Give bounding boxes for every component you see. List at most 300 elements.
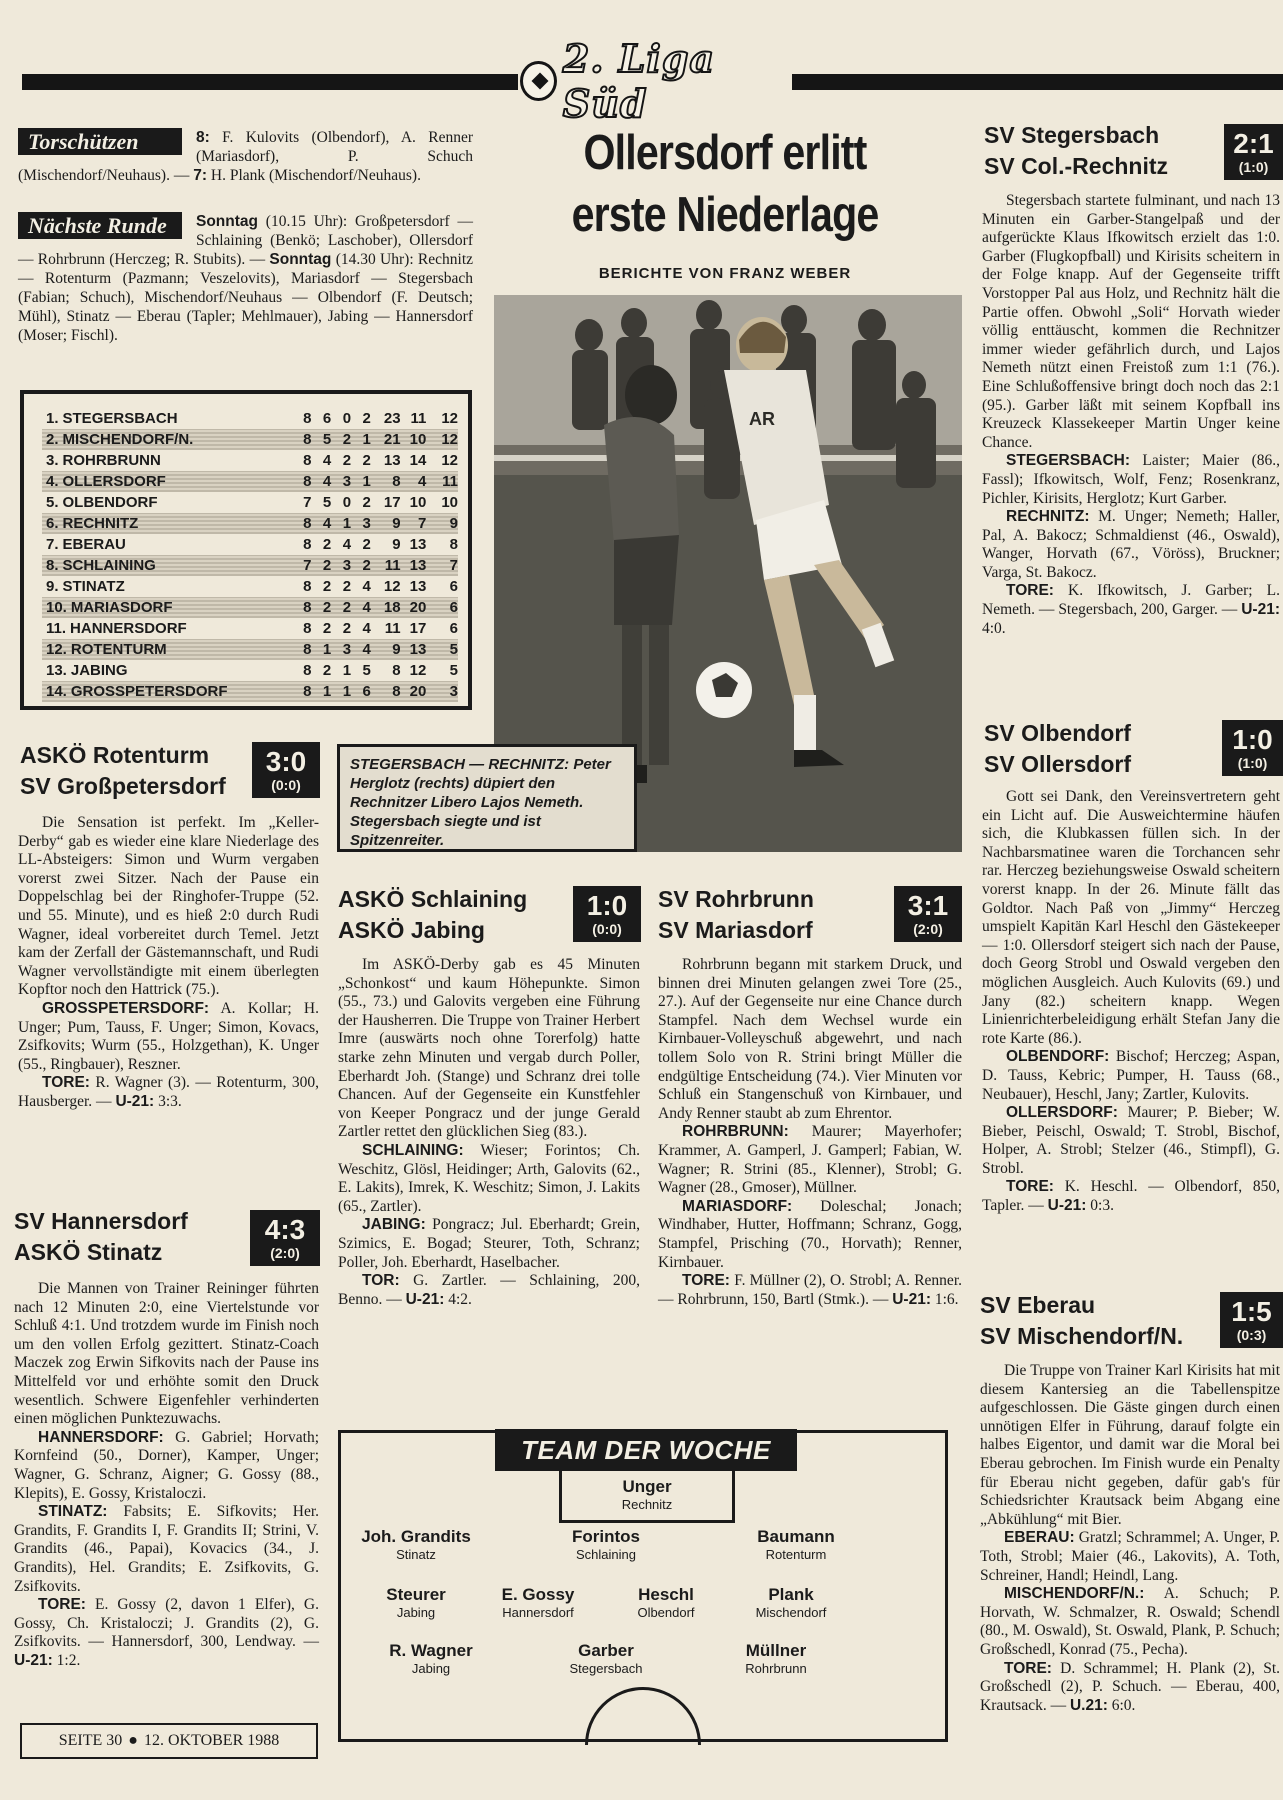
match-stegersbach-score-full: 2:1 bbox=[1233, 128, 1274, 159]
match-eberau-u21-label: U.21: bbox=[1069, 1696, 1108, 1714]
table-cell-pos: 5. bbox=[46, 494, 59, 511]
table-cell-pos: 9. bbox=[46, 578, 59, 595]
table-cell-points: 12 bbox=[441, 410, 459, 427]
match-stegersbach-team2-label: RECHNITZ: bbox=[1006, 508, 1090, 526]
match-hannersdorf-team2: Fabsits; E. Sifkovits; Her. Grandits, F. Grandits I, F. Grandits II; Strini, V. Grandits (46., Papai), Kovacics (34., J. Grandits), Hel. Grandits; E. Zsifkovits, G. Zsifkovits. bbox=[14, 1503, 319, 1595]
match-eberau-team1: Gratzl; Schrammel; A. Unger, P. Toth, Strobl; Maier (46., Lakovits), A. Toth, Schreiner, Handl; Heindl, Lang. bbox=[980, 1529, 1280, 1584]
match-hannersdorf-u21: 1:2. bbox=[56, 1651, 81, 1669]
table-cell-pos: 3. bbox=[46, 452, 59, 469]
table-cell-goals-for: 21 bbox=[383, 431, 401, 448]
player-club: Stinatz bbox=[396, 1547, 436, 1562]
table-cell-points: 5 bbox=[449, 641, 459, 658]
player-club: Olbendorf bbox=[637, 1605, 695, 1620]
table-cell-team bbox=[42, 599, 292, 616]
match-rotenturm-score-full: 3:0 bbox=[265, 746, 307, 777]
table-cell-drawn: 1 bbox=[342, 683, 352, 700]
match-rohrbrunn-tore-label: TORE: bbox=[682, 1272, 730, 1290]
table-cell-goals-against: 20 bbox=[409, 683, 427, 700]
torschuetzen-label: Torschützen bbox=[18, 128, 182, 155]
player-club: Jabing bbox=[396, 1605, 436, 1620]
table-cell-drawn: 2 bbox=[342, 620, 352, 637]
table-cell-drawn: 2 bbox=[342, 578, 352, 595]
naechste-runde-label: Nächste Runde bbox=[18, 212, 182, 239]
player-name: Plank bbox=[768, 1585, 814, 1604]
table-cell-goals-for: 17 bbox=[383, 494, 401, 511]
table-cell-team-name: JABING bbox=[70, 662, 128, 679]
team-player bbox=[716, 1585, 866, 1621]
match-stegersbach-u21-label: U-21: bbox=[1241, 601, 1280, 619]
football-icon bbox=[520, 61, 557, 101]
table-row bbox=[42, 534, 458, 555]
match-rohrbrunn-text: Rohrbrunn begann mit starkem Druck, und binnen drei Minuten gelangen zwei Tore (25., 27.). Auf der Gegenseite nur eine Chance durch Stampfel. Nach dem Wechsel wurde ein Kirnbauer-Volleyschuß abgewehrt, und nach tollem Solo von R. Strini bringt Müller die endgültige Entscheidung (74.). Vier Minuten vor Schluß ein Stangenschuß von Kirnbauer, und Andy Renner staubt ab zum Ehrentor. bbox=[658, 956, 962, 1122]
player-club: Rechnitz bbox=[621, 1497, 673, 1512]
table-cell-team-name: ROHRBRUNN bbox=[62, 452, 161, 469]
match-rotenturm-team1-label: GROSSPETERSDORF: bbox=[42, 999, 210, 1017]
match-olbendorf-tore-label: TORE: bbox=[1006, 1178, 1054, 1196]
match-hannersdorf-heading bbox=[14, 1206, 188, 1268]
table-cell-drawn: 0 bbox=[342, 410, 352, 427]
match-schlaining-team1-label: SCHLAINING: bbox=[362, 1141, 464, 1159]
table-cell-team bbox=[42, 452, 292, 469]
table-cell-goals-against: 20 bbox=[409, 599, 427, 616]
table-cell-drawn: 3 bbox=[342, 473, 352, 490]
table-cell-drawn: 0 bbox=[342, 494, 352, 511]
naechste-runde-bold-2: Sonntag bbox=[269, 251, 332, 268]
table-cell-drawn: 1 bbox=[342, 662, 352, 679]
team-player bbox=[341, 1527, 491, 1563]
table-cell-goals-for: 23 bbox=[383, 410, 401, 427]
table-cell-played: 8 bbox=[303, 683, 312, 700]
table-cell-team bbox=[42, 473, 292, 490]
naechste-runde-block bbox=[18, 212, 473, 345]
table-cell-drawn: 4 bbox=[342, 536, 352, 553]
match-rohrbrunn-team1: Maurer; Mayerhofer; Krammer, A. Gamperl, J. Gamperl; Fabian, W. Wagner; R. Strini (85., Klenner), Strobl; G. Wagner (28., Gmoser), Müllner. bbox=[658, 1123, 963, 1197]
table-cell-points: 6 bbox=[449, 599, 459, 616]
table-cell-goals-against: 11 bbox=[410, 410, 427, 427]
match-olbendorf-team2-label: OLLERSDORF: bbox=[1006, 1104, 1118, 1122]
match-olbendorf-home: SV Olbendorf bbox=[984, 720, 1131, 746]
table-cell-won: 4 bbox=[322, 515, 332, 532]
table-cell-points: 12 bbox=[441, 452, 459, 469]
match-rotenturm-tore: R. Wagner (3). — Rotenturm, 300, Hausberger. — bbox=[18, 1074, 320, 1110]
table-cell-pos: 8. bbox=[46, 557, 59, 574]
center-arc bbox=[585, 1687, 701, 1800]
match-rotenturm-report bbox=[18, 814, 319, 1112]
match-schlaining-u21-label: U-21: bbox=[405, 1290, 445, 1308]
match-eberau-tore: D. Schrammel; H. Plank (2), St. Großschedl (2), P. Schuch. — Eberau, 400, Krautsack. — bbox=[980, 1659, 1281, 1714]
table-cell-goals-for: 11 bbox=[384, 557, 401, 574]
league-table bbox=[20, 390, 472, 710]
match-schlaining-team2-label: JABING: bbox=[362, 1216, 426, 1234]
page-footer bbox=[20, 1723, 318, 1759]
player-club: Schlaining bbox=[576, 1547, 636, 1562]
match-hannersdorf-team1-label: HANNERSDORF: bbox=[38, 1428, 164, 1446]
team-player bbox=[701, 1641, 851, 1677]
table-cell-pos: 10. bbox=[46, 599, 67, 616]
torschuetzen-bold-2: 7: bbox=[193, 167, 207, 184]
match-eberau-text: Die Truppe von Trainer Karl Kirisits hat mit diesem Kantersieg an die Tabellenspitze aufgeschlossen. Die Gäste gingen durch einen unnötigen Elfer in Führung, darauf folgte ein halbes Eigentor, und damit war die Moral bei Eberau gebrochen. Im Finish wurde ein Penalty für Eberau nicht gegeben, dafür gab's für Schiedsrichter Krautsack beim Abgang eine „Abkühlung“ mit Bier. bbox=[980, 1362, 1280, 1528]
table-row bbox=[42, 429, 458, 450]
table-cell-goals-against: 4 bbox=[417, 473, 427, 490]
match-rotenturm-score bbox=[252, 742, 320, 798]
table-cell-goals-against: 13 bbox=[409, 536, 427, 553]
torschuetzen-text-2: H. Plank (Mischendorf/Neuhaus). bbox=[210, 167, 421, 184]
table-cell-played: 8 bbox=[303, 620, 312, 637]
table-cell-played: 8 bbox=[303, 578, 312, 595]
table-row bbox=[42, 471, 458, 492]
table-cell-pos: 2. bbox=[46, 431, 59, 448]
table-cell-points: 3 bbox=[449, 683, 459, 700]
match-schlaining-team1: Wieser; Forintos; Ch. Weschitz, Glösl, Heidinger; Arth, Galovits (62., E. Lakits), Imrek, K. Weschitz; Simon, J. Lakits (65., Zartler). bbox=[338, 1141, 640, 1215]
table-row bbox=[42, 639, 458, 660]
match-stegersbach-away: SV Col.-Rechnitz bbox=[984, 153, 1169, 179]
match-rohrbrunn-u21: 1:6. bbox=[934, 1290, 959, 1308]
table-cell-goals-for: 18 bbox=[383, 599, 401, 616]
table-cell-lost: 1 bbox=[362, 473, 371, 490]
match-rotenturm-home: ASKÖ Rotenturm bbox=[20, 742, 210, 768]
table-cell-won: 2 bbox=[322, 620, 332, 637]
table-cell-drawn: 1 bbox=[342, 515, 352, 532]
team-player bbox=[531, 1527, 681, 1563]
match-schlaining-score-half: (0:0) bbox=[592, 921, 622, 937]
table-cell-drawn: 2 bbox=[342, 452, 352, 469]
headline bbox=[553, 122, 897, 246]
table-cell-pos: 7. bbox=[46, 536, 59, 553]
match-stegersbach-team1-label: STEGERSBACH: bbox=[1006, 452, 1131, 470]
match-stegersbach-home: SV Stegersbach bbox=[984, 122, 1160, 148]
match-schlaining-heading bbox=[338, 884, 527, 946]
table-cell-points: 11 bbox=[442, 473, 459, 490]
torschuetzen-bold-1: 8: bbox=[196, 129, 210, 146]
header-rule-right bbox=[792, 74, 1283, 90]
header-rule-left bbox=[22, 74, 518, 90]
naechste-runde-bold-1: Sonntag bbox=[196, 213, 258, 230]
match-eberau-score bbox=[1220, 1292, 1283, 1348]
team-der-woche bbox=[338, 1430, 948, 1742]
table-row bbox=[42, 450, 458, 471]
table-cell-team bbox=[42, 578, 292, 595]
table-cell-points: 6 bbox=[449, 620, 459, 637]
match-olbendorf-u21-label: U-21: bbox=[1047, 1197, 1087, 1215]
table-cell-played: 8 bbox=[303, 431, 312, 448]
match-eberau-score-half: (0:3) bbox=[1236, 1327, 1267, 1343]
match-stegersbach-report bbox=[982, 192, 1280, 638]
match-eberau-report bbox=[980, 1362, 1280, 1715]
table-cell-lost: 1 bbox=[362, 431, 371, 448]
table-cell-goals-against: 12 bbox=[409, 662, 427, 679]
team-player bbox=[572, 1477, 722, 1513]
table-cell-won: 1 bbox=[322, 683, 332, 700]
table-cell-pos: 14. bbox=[46, 683, 67, 700]
table-cell-won: 2 bbox=[322, 536, 332, 553]
player-name: Joh. Grandits bbox=[361, 1527, 471, 1546]
footer-bullet: ● bbox=[128, 1732, 138, 1749]
table-cell-team bbox=[42, 557, 292, 574]
table-cell-team bbox=[42, 536, 292, 553]
table-cell-team-name: SCHLAINING bbox=[62, 557, 156, 574]
match-rotenturm-score-half: (0:0) bbox=[271, 777, 301, 793]
team-player bbox=[531, 1641, 681, 1677]
table-cell-goals-against: 10 bbox=[409, 431, 427, 448]
match-rohrbrunn-heading bbox=[658, 884, 814, 946]
match-schlaining-score-full: 1:0 bbox=[586, 890, 628, 921]
table-cell-played: 8 bbox=[303, 662, 312, 679]
player-name: Forintos bbox=[572, 1527, 640, 1546]
match-eberau-team2: A. Schuch; P. Horvath, W. Schmalzer, R. Oswald; Schendl (80., M. Oswald), St. Oswald, Plank, P. Schuch; Großschedl, Konrad (75., Pecha). bbox=[980, 1585, 1280, 1658]
match-rohrbrunn-tore: F. Müllner (2), O. Strobl; A. Renner. — Rohrbrunn, 150, Bartl (Stmk.). — bbox=[658, 1272, 962, 1308]
match-rohrbrunn-score-full: 3:1 bbox=[907, 890, 949, 921]
photo-caption: STEGERSBACH — RECHNITZ: Peter Herglotz (rechts) düpiert den Rechnitzer Libero Lajos Nemeth. Stegersbach siegte und ist Spitzenreiter. bbox=[337, 744, 637, 852]
table-cell-played: 8 bbox=[303, 515, 312, 532]
table-cell-played: 8 bbox=[303, 641, 312, 658]
table-row bbox=[42, 513, 458, 534]
table-cell-lost: 2 bbox=[362, 536, 371, 553]
match-rohrbrunn-score-half: (2:0) bbox=[913, 921, 943, 937]
table-cell-team-name: HANNERSDORF bbox=[70, 620, 187, 637]
table-cell-goals-for: 13 bbox=[383, 452, 401, 469]
match-stegersbach-text: Stegersbach startete fulminant, und nach 13 Minuten ein Garber-Stangelpaß und der aufgerückte Klaus Ifkowitsch erzielt das 1:0. Garber (Flugkopfball) und Kirisits scheitern in der Folge knapp. Auf der Gegenseite trifft Vorstopper Pal aus Holz, und Rechnitz hält die Partie offen. Obwohl „Soli“ Horvath wieder völlig enttäuscht, kommen die Rechnitzer immer wieder gefährlich durch, und Lajos Nemeth nützt einen Freistoß zum 1:1 (76.). Eine Schlußoffensive bringt doch noch das 2:1 (95.). Garber läßt mit seinem Kopfball ins Kreuzeck Klassekeeper Martin Unger keine Chance. bbox=[982, 192, 1280, 451]
table-cell-won: 5 bbox=[322, 431, 332, 448]
table-cell-played: 8 bbox=[303, 599, 312, 616]
match-stegersbach-score-half: (1:0) bbox=[1238, 159, 1269, 175]
table-cell-pos: 11. bbox=[46, 620, 67, 637]
match-hannersdorf-text: Die Mannen von Trainer Reininger führten nach 12 Minuten 2:0, eine Viertelstunde vor Schluß 4:1. Und trotzdem wurde im Finish noch um den vollen Erfolg gezittert. Stinatz-Coach Maczek zog Erwin Sifkovits nach der Pause ins Mittelfeld vor und erhöhte somit den Druck wesentlich. Schwere Eigenfehler verhinderten einen möglichen Punktezuwachs. bbox=[14, 1280, 319, 1428]
table-cell-team bbox=[42, 683, 292, 700]
match-hannersdorf-team1: G. Gabriel; Horvath; Kornfeind (50., Dorner), Kamper, Unger; Wagner, G. Schranz, Aigner; G. Gossy (88., Klepits), E. Gossy, Kristaloczi. bbox=[14, 1428, 320, 1502]
table-cell-drawn: 3 bbox=[342, 641, 352, 658]
table-cell-pos: 6. bbox=[46, 515, 59, 532]
match-olbendorf-heading bbox=[984, 718, 1131, 780]
match-rotenturm-team1: A. Kollar; H. Unger; Pum, Tauss, F. Unger; Simon, Kovacs, Zsifkovits; Wurm (55., Holzgethan), K. Unger (55., Ringbauer), Reszner. bbox=[18, 999, 319, 1073]
table-cell-won: 4 bbox=[322, 473, 332, 490]
table-cell-team bbox=[42, 410, 292, 427]
table-cell-lost: 6 bbox=[362, 683, 371, 700]
table-cell-team bbox=[42, 641, 292, 658]
table-cell-points: 7 bbox=[449, 557, 459, 574]
match-olbendorf-score-full: 1:0 bbox=[1232, 724, 1273, 755]
table-cell-team-name: RECHNITZ bbox=[62, 515, 139, 532]
match-olbendorf-score bbox=[1222, 720, 1283, 776]
match-olbendorf-text: Gott sei Dank, den Vereinsvertretern geht ein Licht auf. Die Ausweichtermine häufen sich, die Klubkassen füllen sich. In der Nachbarsmatinee waren die Torchancen sehr rar. Herczeg beziehungsweise Oswald scheitern vorerst knapp. In der 26. Minute fällt das Goldtor. Nach Paß von „Jimmy“ Herczeg umspielt Kapitän Karl Heschl den Gästekeeper — 1:0. Ollersdorf steigert sich nach der Pause, doch Georg Strobl und Oswald vergeben den möglichen Ausgleich. Auch Kulovits (69.) und Jany (82.) scheitern knapp. Wegen Linienrichterbeleidigung erhält Stefan Jany die rote Karte (86.). bbox=[982, 788, 1280, 1047]
match-eberau-tore-label: TORE: bbox=[1004, 1659, 1052, 1677]
match-olbendorf-report bbox=[982, 788, 1280, 1216]
table-cell-pos: 1. bbox=[46, 410, 59, 427]
table-cell-played: 8 bbox=[303, 473, 312, 490]
match-stegersbach-team1: Laister; Maier (86., Fassl); Ifkowitsch, Wolf, Fenz; Rosenkranz, Pichler, Kirisits, Herglotz; Kurt Garber. bbox=[982, 452, 1280, 507]
table-row bbox=[42, 555, 458, 576]
table-cell-points: 8 bbox=[449, 536, 459, 553]
team-der-woche-title: TEAM DER WOCHE bbox=[495, 1429, 797, 1471]
match-stegersbach-tore-label: TORE: bbox=[1006, 582, 1054, 600]
player-club: Rohrbrunn bbox=[745, 1661, 807, 1676]
table-cell-team-name: ROTENTURM bbox=[70, 641, 167, 658]
table-cell-goals-against: 13 bbox=[409, 557, 427, 574]
table-cell-team bbox=[42, 515, 292, 532]
footer-date: 12. OKTOBER 1988 bbox=[143, 1732, 280, 1749]
shirt-text: AR bbox=[749, 409, 775, 429]
table-row bbox=[42, 597, 458, 618]
table-cell-team bbox=[42, 662, 292, 679]
match-rotenturm-away: SV Großpetersdorf bbox=[20, 773, 226, 799]
table-cell-played: 8 bbox=[303, 536, 312, 553]
match-eberau-score-full: 1:5 bbox=[1231, 1296, 1272, 1327]
table-cell-played: 7 bbox=[303, 557, 312, 574]
table-cell-points: 10 bbox=[441, 494, 459, 511]
table-cell-goals-against: 13 bbox=[409, 641, 427, 658]
table-cell-won: 2 bbox=[322, 578, 332, 595]
torschuetzen-text-1: F. Kulovits (Olbendorf), A. Renner (Mariasdorf), P. Schuch (Mischendorf/Neuhaus). — bbox=[18, 129, 474, 184]
match-stegersbach-team2: M. Unger; Nemeth; Haller, Pal, A. Bakocz; Schmaldienst (46., Oswald), Wanger, Horvath (67., Vöröss), Bruckner; Varga, St. Bakocz. bbox=[982, 508, 1280, 581]
table-cell-lost: 4 bbox=[362, 620, 371, 637]
match-olbendorf-u21: 0:3. bbox=[1090, 1197, 1114, 1215]
table-cell-goals-against: 7 bbox=[417, 515, 427, 532]
match-hannersdorf-tore: E. Gossy (2, davon 1 Elfer), G. Gossy, Ch. Kristaloczi; J. Grandits (2), G. Zsifkovits. — Hannersdorf, 300, Lendway. — bbox=[14, 1596, 319, 1651]
table-cell-goals-for: 9 bbox=[392, 641, 401, 658]
table-cell-won: 2 bbox=[322, 662, 332, 679]
headline-line-2: erste Niederlage bbox=[571, 188, 879, 242]
match-schlaining-text: Im ASKÖ-Derby gab es 45 Minuten „Schonkost“ und kaum Höhepunkte. Simon (55., 73.) und Galovits vergeben eine Führung der Hausherren. Die Truppe von Trainer Herbert Imre (auswärts noch ohne Torerfolg) hatte starke zehn Minuten und vergab durch Poller, Eberhardt Joh. (Stange) und Schranz drei tolle Chancen. Auf der Gegenseite ein Kunstfehler von Keeper Pongracz und der junge Gerald Zartler rettet den glücklichen Sieg (83.). bbox=[338, 956, 640, 1141]
match-rohrbrunn-team2: Doleschal; Jonach; Windhaber, Hutter, Hoffmann; Schranz, Gogg, Stampfel, Prisching (70., Horvath); Renner, Kirnbauer. bbox=[658, 1197, 962, 1271]
table-cell-goals-for: 8 bbox=[392, 662, 401, 679]
table-cell-team-name: MARIASDORF bbox=[70, 599, 173, 616]
section-title: 2. Liga Süd bbox=[562, 36, 716, 126]
table-cell-lost: 2 bbox=[362, 494, 371, 511]
table-row bbox=[42, 660, 458, 681]
table-cell-team-name: OLBENDORF bbox=[62, 494, 158, 511]
section-header bbox=[520, 36, 790, 126]
table-cell-goals-against: 17 bbox=[409, 620, 427, 637]
table-cell-team-name: GROSSPETERSDORF bbox=[70, 683, 228, 700]
match-rohrbrunn-away: SV Mariasdorf bbox=[658, 917, 813, 943]
match-olbendorf-tore: K. Heschl. — Olbendorf, 850, Tapler. — bbox=[982, 1178, 1280, 1215]
table-cell-team-name: EBERAU bbox=[62, 536, 126, 553]
match-rohrbrunn-team2-label: MARIASDORF: bbox=[682, 1197, 793, 1215]
table-cell-lost: 2 bbox=[362, 410, 371, 427]
table-cell-goals-for: 12 bbox=[383, 578, 401, 595]
table-cell-won: 2 bbox=[322, 599, 332, 616]
player-club: Jabing bbox=[411, 1661, 451, 1676]
match-schlaining-report bbox=[338, 956, 640, 1309]
match-stegersbach-u21: 4:0. bbox=[982, 619, 1006, 637]
match-eberau-team2-label: MISCHENDORF/N.: bbox=[1004, 1585, 1145, 1603]
match-schlaining-team2: Pongracz; Jul. Eberhardt; Grein, Szimics, E. Bogad; Steurer, Toth, Schranz; Poller, Joh. Eberhardt, Haselbacher. bbox=[338, 1216, 640, 1271]
table-cell-lost: 2 bbox=[362, 452, 371, 469]
player-name: E. Gossy bbox=[501, 1585, 575, 1604]
match-rotenturm-tore-label: TORE: bbox=[42, 1074, 90, 1092]
player-club: Mischendorf bbox=[755, 1605, 827, 1620]
match-rotenturm-heading bbox=[20, 740, 226, 802]
table-cell-team-name: STEGERSBACH bbox=[62, 410, 178, 427]
table-cell-drawn: 2 bbox=[342, 599, 352, 616]
table-cell-team-name: OLLERSDORF bbox=[62, 473, 166, 490]
player-name: Heschl bbox=[638, 1585, 694, 1604]
table-cell-team-name: MISCHENDORF/N. bbox=[62, 431, 194, 448]
naechste-runde-text-1: (10.15 Uhr): Großpetersdorf — Schlaining (Benkö; Laschober), Ollersdorf — Rohrbrunn (Herczeg; R. Stubits). — bbox=[18, 213, 473, 268]
team-player bbox=[356, 1641, 506, 1677]
table-cell-goals-for: 9 bbox=[392, 536, 401, 553]
match-hannersdorf-score-full: 4:3 bbox=[264, 1214, 306, 1245]
match-schlaining-tore: G. Zartler. — Schlaining, 200, Benno. — bbox=[338, 1272, 640, 1308]
match-schlaining-tore-label: TOR: bbox=[362, 1272, 400, 1290]
table-cell-lost: 4 bbox=[362, 641, 371, 658]
table-cell-drawn: 3 bbox=[342, 557, 352, 574]
table-cell-goals-for: 8 bbox=[392, 473, 401, 490]
table-cell-drawn: 2 bbox=[342, 431, 352, 448]
match-rohrbrunn-home: SV Rohrbrunn bbox=[658, 886, 814, 912]
byline: BERICHTE VON FRANZ WEBER bbox=[598, 265, 852, 282]
table-cell-won: 4 bbox=[322, 452, 332, 469]
match-olbendorf-team2: Maurer; P. Bieber; W. Bieber, Peischl, Oswald; T. Strobl, Bischof, Holper, A. Strobl; Stelzer (46., Stimpfl), G. Strobl. bbox=[982, 1104, 1280, 1177]
match-hannersdorf-u21-label: U-21: bbox=[14, 1651, 53, 1669]
naechste-runde-text-2: (14.30 Uhr): Rechnitz — Rotenturm (Pazmann; Veszelovits), Mariasdorf — Stegersbach (Fabian; Schuch), Mischendorf/Neuhaus — Olbendorf (F. Deutsch; Mühl), Stinatz — Eberau (Tapler; Mehlmauer), Jabing — Hannersdorf (Moser; Fischl). bbox=[18, 251, 474, 344]
match-schlaining-score bbox=[573, 886, 641, 942]
table-cell-team bbox=[42, 620, 292, 637]
match-hannersdorf-team2-label: STINATZ: bbox=[38, 1503, 108, 1521]
table-cell-goals-for: 9 bbox=[392, 515, 401, 532]
player-club: Hannersdorf bbox=[502, 1605, 574, 1620]
table-row bbox=[42, 576, 458, 597]
player-name: R. Wagner bbox=[389, 1641, 473, 1660]
player-name: Unger bbox=[622, 1477, 672, 1496]
table-cell-pos: 12. bbox=[46, 641, 67, 658]
match-rotenturm-u21-label: U-21: bbox=[115, 1092, 155, 1110]
match-hannersdorf-home: SV Hannersdorf bbox=[14, 1208, 188, 1234]
table-cell-points: 6 bbox=[449, 578, 459, 595]
table-cell-won: 1 bbox=[322, 641, 332, 658]
match-hannersdorf-report bbox=[14, 1280, 319, 1670]
footer-page: SEITE 30 bbox=[58, 1732, 123, 1749]
match-hannersdorf-away: ASKÖ Stinatz bbox=[14, 1239, 163, 1265]
table-cell-lost: 3 bbox=[362, 515, 371, 532]
match-stegersbach-tore: K. Ifkowitsch, J. Garber; L. Nemeth. — Stegersbach, 200, Garger. — bbox=[982, 582, 1280, 619]
match-eberau-home: SV Eberau bbox=[980, 1292, 1096, 1318]
match-hannersdorf-score-half: (2:0) bbox=[270, 1245, 300, 1261]
table-cell-lost: 2 bbox=[362, 557, 371, 574]
table-cell-goals-against: 10 bbox=[409, 494, 427, 511]
player-name: Müllner bbox=[745, 1641, 807, 1660]
table-cell-pos: 4. bbox=[46, 473, 59, 490]
player-name: Baumann bbox=[757, 1527, 835, 1546]
table-cell-lost: 5 bbox=[362, 662, 371, 679]
player-club: Stegersbach bbox=[569, 1661, 643, 1676]
table-cell-won: 2 bbox=[322, 557, 332, 574]
torschuetzen-block bbox=[18, 128, 473, 185]
match-rotenturm-text: Die Sensation ist perfekt. Im „Keller-Derby“ gab es wieder eine klare Niederlage des LL-Absteigers: Simon und Wurm vergaben vorerst zwei Sitzer. Nach der Pause ein Doppelschlag bei der Ringhofer-Truppe (52. und 55. Minute), und es hieß 2:0 durch Rudi Wagner, ideal vorbereitet durch Temel. Jetzt kam der Zerfall der Gästemannschaft, und Rudi Wagner vervollständigte mit einem überlegten Kopftor noch den Hattrick (75.). bbox=[18, 814, 319, 999]
headline-line-1: Ollersdorf erlitt bbox=[583, 126, 867, 180]
table-cell-played: 7 bbox=[303, 494, 312, 511]
match-olbendorf-team1: Bischof; Herczeg; Aspan, D. Tauss, Kebric; Pumper, H. Tauss (68., Neubauer), Heschl, Jany; Zartler, Kulovits. bbox=[982, 1048, 1280, 1103]
match-olbendorf-score-half: (1:0) bbox=[1237, 755, 1268, 771]
match-eberau-team1-label: EBERAU: bbox=[1004, 1529, 1075, 1547]
table-cell-team-name: STINATZ bbox=[62, 578, 125, 595]
match-schlaining-u21: 4:2. bbox=[448, 1290, 472, 1308]
table-cell-lost: 4 bbox=[362, 599, 371, 616]
table-row bbox=[42, 681, 458, 702]
match-schlaining-home: ASKÖ Schlaining bbox=[338, 886, 528, 912]
match-olbendorf-team1-label: OLBENDORF: bbox=[1006, 1048, 1110, 1066]
match-schlaining-away: ASKÖ Jabing bbox=[338, 917, 485, 943]
table-cell-lost: 4 bbox=[362, 578, 371, 595]
match-hannersdorf-tore-label: TORE: bbox=[38, 1596, 86, 1614]
table-cell-goals-against: 14 bbox=[409, 452, 427, 469]
table-cell-won: 6 bbox=[322, 410, 332, 427]
table-cell-pos: 13. bbox=[46, 662, 67, 679]
table-cell-team bbox=[42, 431, 292, 448]
player-name: Garber bbox=[578, 1641, 634, 1660]
match-rohrbrunn-team1-label: ROHRBRUNN: bbox=[682, 1123, 789, 1141]
table-cell-goals-for: 11 bbox=[384, 620, 401, 637]
table-row bbox=[42, 408, 458, 429]
